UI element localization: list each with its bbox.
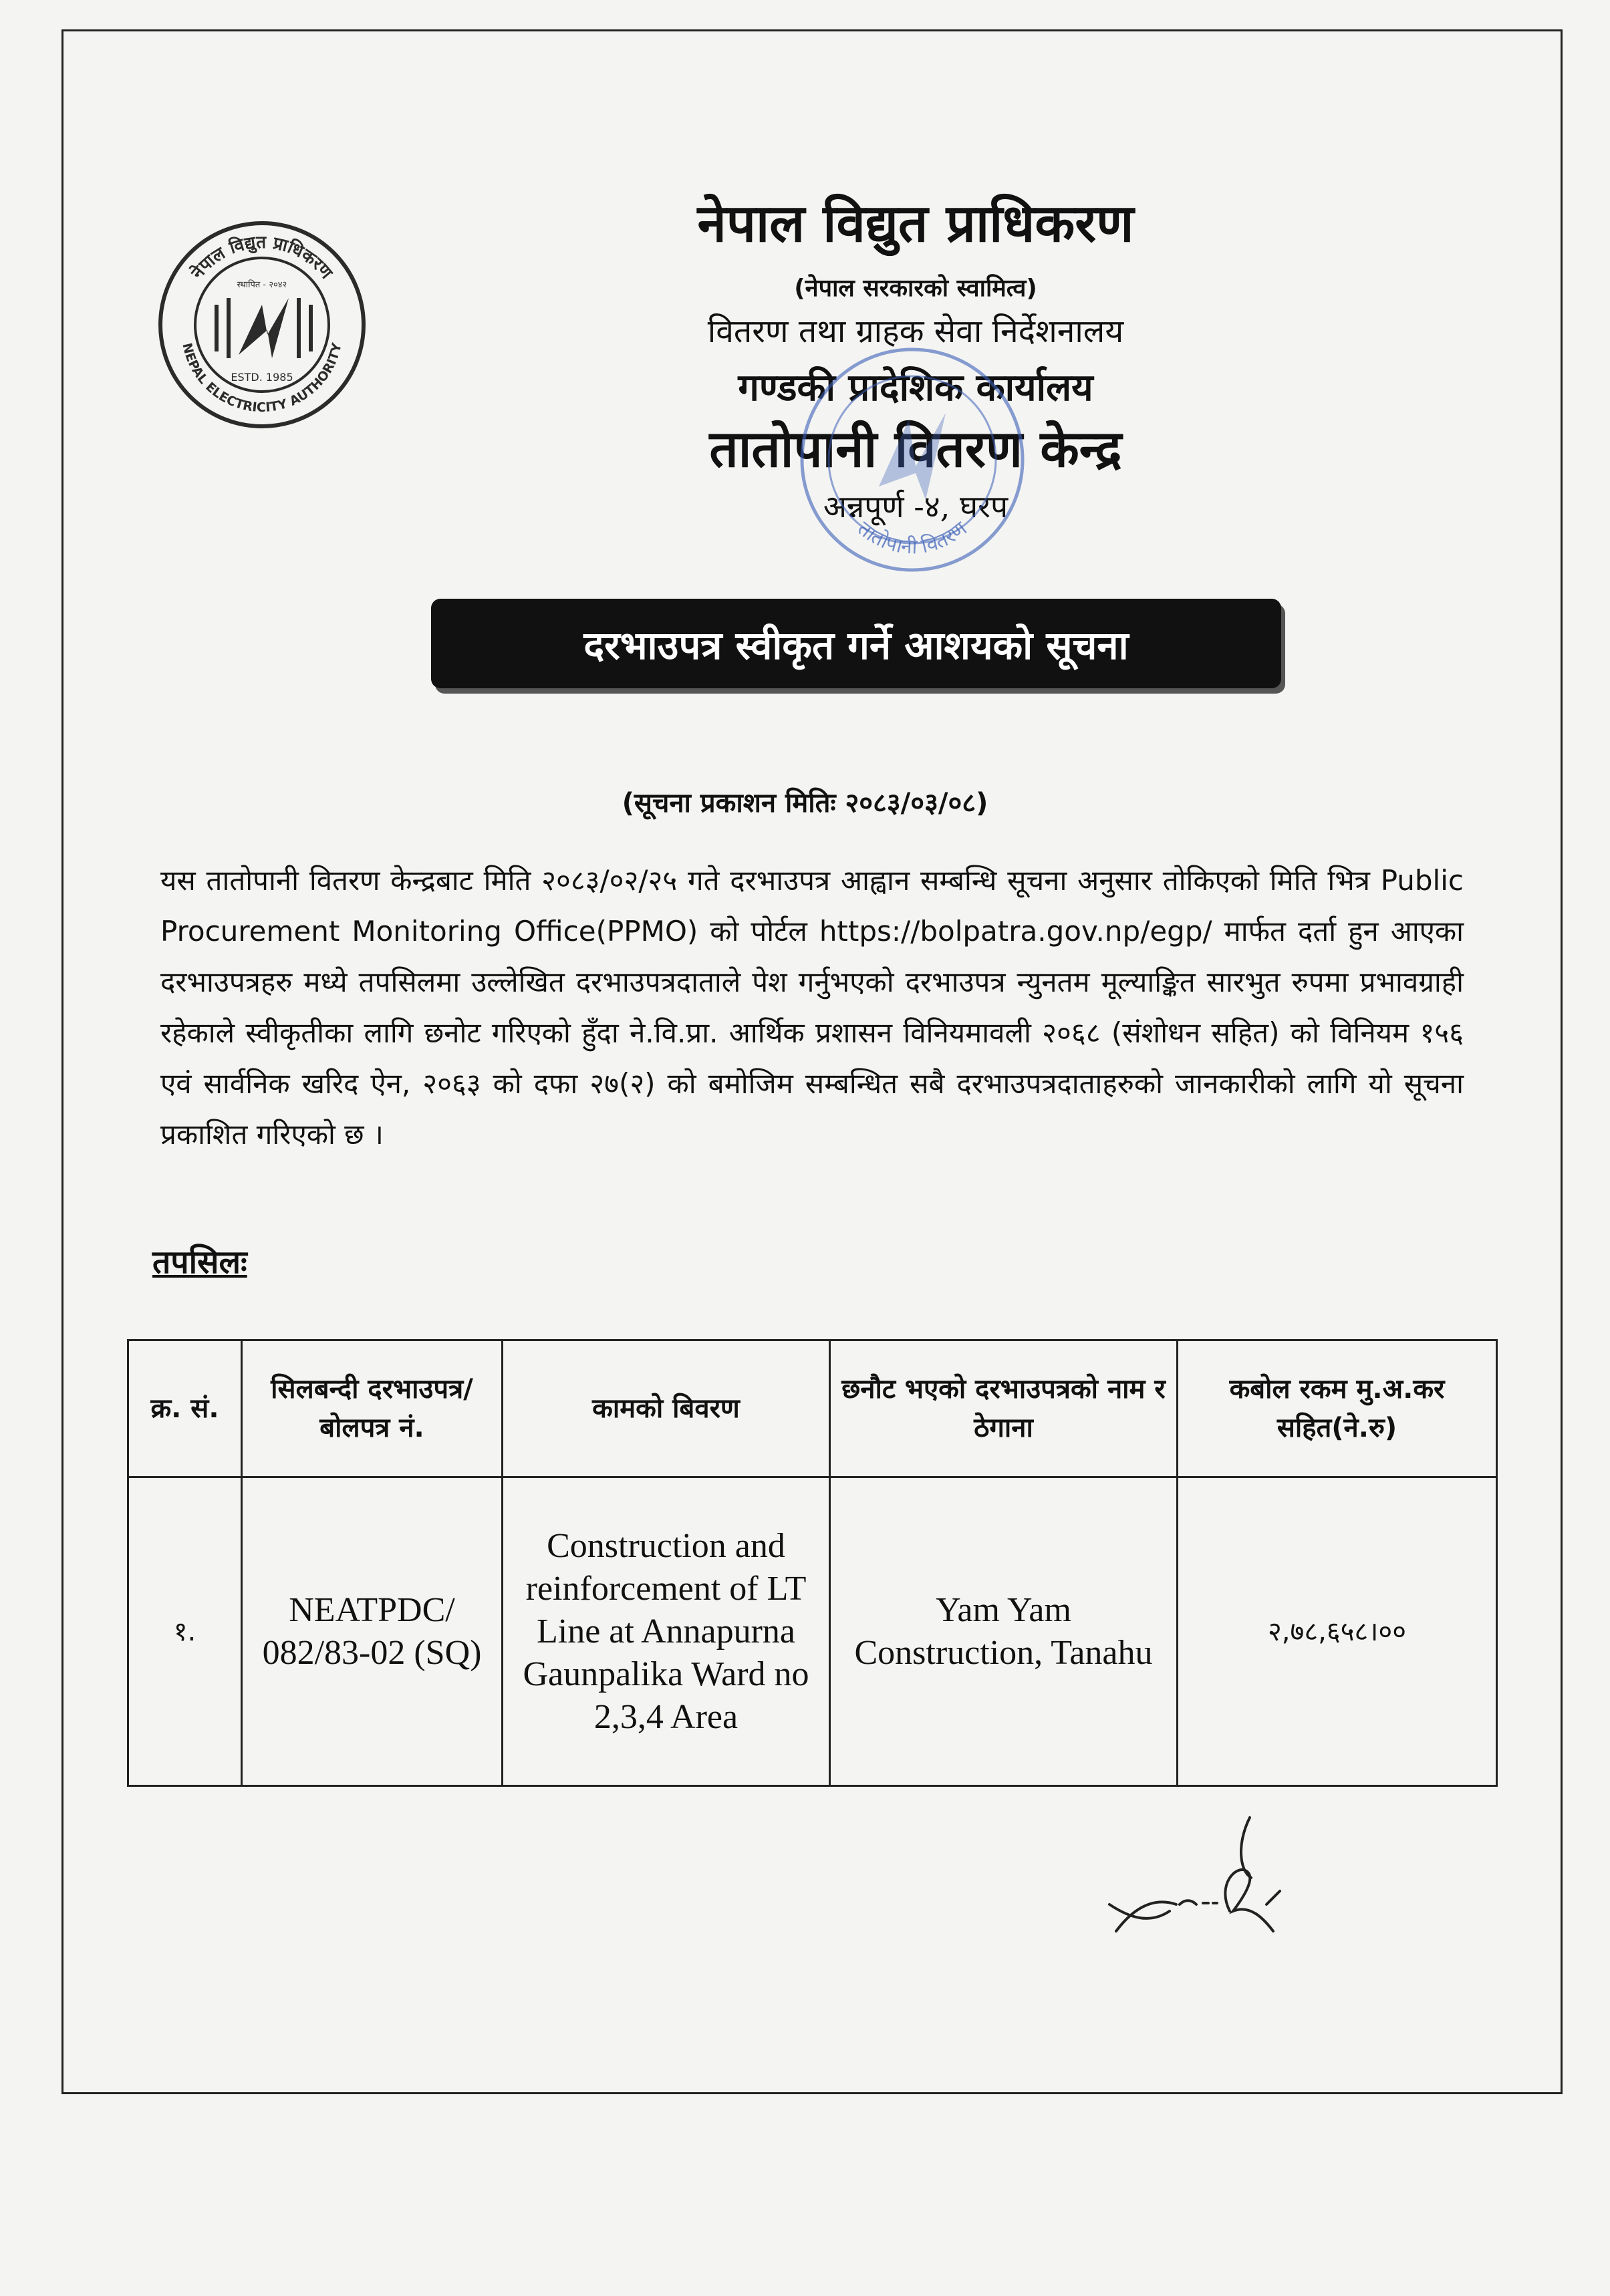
notice-title-banner xyxy=(431,599,1281,688)
details-heading: तपसिलः xyxy=(152,1244,247,1281)
cell-work-description: Construction and reinforcement of LT Line at Annapurna Gaunpalika Ward no 2,3,4 Area xyxy=(503,1477,830,1786)
cell-sn: १. xyxy=(128,1477,242,1786)
bid-details-table xyxy=(127,1339,1498,1787)
logo-year-nepali: स्थापित - २०४२ xyxy=(237,280,287,290)
notice-title: दरभाउपत्र स्वीकृत गर्ने आशयको सूचना xyxy=(583,622,1129,668)
cell-selected-bidder: Yam Yam Construction, Tanahu xyxy=(830,1477,1178,1786)
nea-logo-emblem xyxy=(155,218,369,432)
organization-title: नेपाल विद्युत प्राधिकरण xyxy=(697,193,1134,254)
office-address: अन्नपूर्ण -४, घरप xyxy=(823,488,1009,525)
cell-bid-number: NEATPDC/ 082/83-02 (SQ) xyxy=(242,1477,503,1786)
table-row xyxy=(128,1477,1497,1786)
regional-office-line: गण्डकी प्रादेशिक कार्यालय xyxy=(738,366,1093,410)
directorate-line: वितरण तथा ग्राहक सेवा निर्देशनालय xyxy=(707,313,1124,350)
column-header-selected-bidder: छनौट भएको दरभाउपत्रको नाम र ठेगाना xyxy=(830,1340,1178,1477)
logo-text-bottom: NEPAL ELECTRICITY AUTHORITY xyxy=(179,341,345,416)
lightning-icon xyxy=(217,298,311,358)
column-header-bid-number: सिलबन्दी दरभाउपत्र/ बोलपत्र नं. xyxy=(242,1340,503,1477)
notice-body-paragraph: यस तातोपानी वितरण केन्द्रबाट मिति २०८३/०२/२५ गते दरभाउपत्र आह्वान सम्बन्धि सूचना अनुसार तोकिएको मिति भित्र Public Procurement Monitoring Office(PPMO) को पोर्टल https://bolpatra.gov.np/egp/ मार्फत दर्ता हुन आएका दरभाउपत्रहरु मध्ये तपसिलमा उल्लेखित दरभाउपत्रदाताले पेश गर्नुभएको दरभाउपत्र न्युनतम मूल्याङ्कित सारभुत रुपमा प्रभावग्राही रहेकाले स्वीकृतीका लागि छनोट गरिएको हुँदा ने.वि.प्रा. आर्थिक प्रशासन विनियमावली २०६८ (संशोधन सहित) को विनियम १५६ एवं सार्वनिक खरिद ऐन, २०६३ को दफा २७(२) को बमोजिम सम्बन्धित सबै दरभाउपत्रदाताहरुको जानकारीको लागि यो सूचना प्रकाशित गरिएको छ । xyxy=(160,864,1464,1151)
column-header-work-description: कामको बिवरण xyxy=(503,1340,830,1477)
column-header-bid-amount: कबोल रकम मु.अ.कर सहित(ने.रु) xyxy=(1178,1340,1497,1477)
column-header-sn: क्र. सं. xyxy=(128,1340,242,1477)
ownership-line: (नेपाल सरकारको स्वामित्व) xyxy=(794,275,1037,302)
stamp-text: तातोपानी वितरण xyxy=(853,517,972,559)
handwritten-signature xyxy=(1096,1804,1297,1951)
distribution-center-name: तातोपानी वितरण केन्द्र xyxy=(709,419,1122,478)
logo-text-top: नेपाल विद्युत प्राधिकरण xyxy=(187,232,337,283)
table-header-row xyxy=(128,1340,1497,1477)
logo-estd: ESTD. 1985 xyxy=(231,371,293,384)
publication-date: (सूचना प्रकाशन मितिः २०८३/०३/०८) xyxy=(622,788,988,819)
cell-bid-amount: २,७८,६५८।०० xyxy=(1178,1477,1497,1786)
